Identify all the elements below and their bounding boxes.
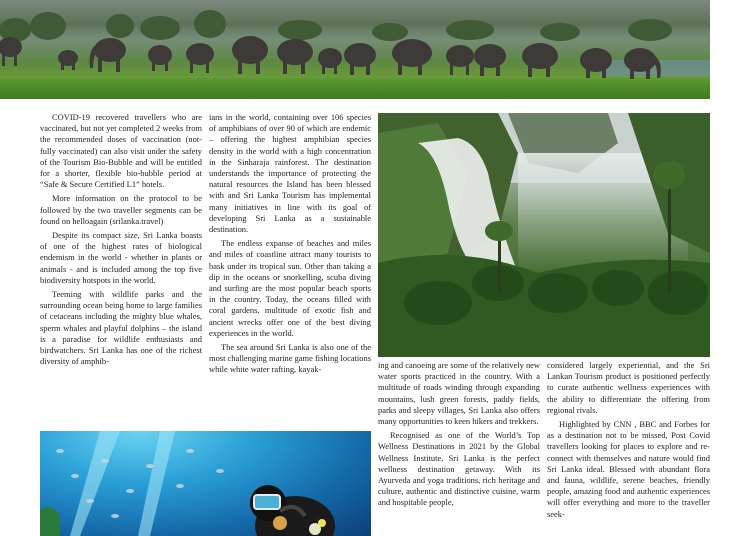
paragraph: COVID-19 recovered travellers who are vaccinated, but not yet completed 2 weeks from the recommended doses of vaccination (not-fully vaccinated) can also visit under the safety of the Tourism Bio-Bubble and will be entitled for a shorter, flexible bio-bubble period at “Safe & Secure Certified L1” hotels.	[40, 112, 202, 190]
elephant-herd-photo	[0, 0, 710, 99]
paragraph: Recognised as one of the World’s Top Wellness Destinations in 2021 by the Global Wellness Institute, Sri Lanka is the perfect wellness destination getaway. With its Ayurveda and yoga traditions, rich heritage and culture, authentic and distinctive cuisine, warm and hospitable people,	[378, 430, 540, 508]
paragraph: Despite its compact size, Sri Lanka boasts of one of the highest rates of biological endemism in the world - whether in plants or animals - and is included among the top five biodiversity hotspots in the world.	[40, 230, 202, 285]
paragraph: The endless expanse of beaches and miles and miles of coastline attract many tourists to bask under its tropical sun. Other than taking a dip in the oceans or snorkelling, scuba diving and surfing are the most popular beach sports in the country. Today, the oceans filled with coral gardens, multitude of exotic fish and ancient wrecks offer one of the best diving experiences in the world.	[209, 238, 371, 338]
article-column-1	[40, 112, 202, 367]
paragraph: The sea around Sri Lanka is also one of the most challenging marine game fishing locations while white water rafting, kayak-	[209, 342, 371, 375]
paragraph: Highlighted by CNN , BBC and Forbes for as a destination not to be missed, Post Covid travellers looking for places to explore and re-connect with themselves and nature would find Sri Lanka ideal. Blessed with abundant flora and fauna, wildlife, serene beaches, friendly people, amazing food and authentic experiences will offer everything and more to the traveller seek-	[547, 419, 710, 519]
article-column-4	[547, 360, 710, 520]
paragraph: ing and canoeing are some of the relatively new water sports practiced in the country. With a multitude of roads winding through expanding mountains, lush green forests, paddy fields, parks and sleepy villages, Sri Lanka also offers many opportunities to keen hikers and trekkers.	[378, 360, 540, 427]
scuba-diver-photo	[40, 431, 371, 536]
article-column-2	[209, 112, 371, 376]
paragraph: Teeming with wildlife parks and the surrounding ocean being home to large families of cetaceans including the mighty blue whales, sperm whales and playful dolphins – the island is a paradise for wildlife enthusiasts and birdwatchers. Sri Lanka has one of the richest diversity of amphib-	[40, 289, 202, 367]
waterfall-photo	[378, 113, 710, 357]
paragraph: ians in the world, containing over 106 species of amphibians of over 90 of which are endemic – offering the highest amphibian species density in the world with a high concentration in the Sinharaja rainforest. The destination understands the importance of protecting the natural resources the Island has been blessed with and Sri Lanka Tourism has implemental many initiatives in line with its goal of developing Sri Lanka as a sustainable destination.	[209, 112, 371, 235]
article-column-3	[378, 360, 540, 509]
paragraph: considered largely experiential, and the Sri Lankan Tourism product is positioned perfectly to curate authentic wellness experiences with the ability to differentiate the offering from regional rivals.	[547, 360, 710, 415]
paragraph: More information on the protocol to be followed by the two traveller segments can be found on helloagain (srilanka.travel)	[40, 193, 202, 226]
